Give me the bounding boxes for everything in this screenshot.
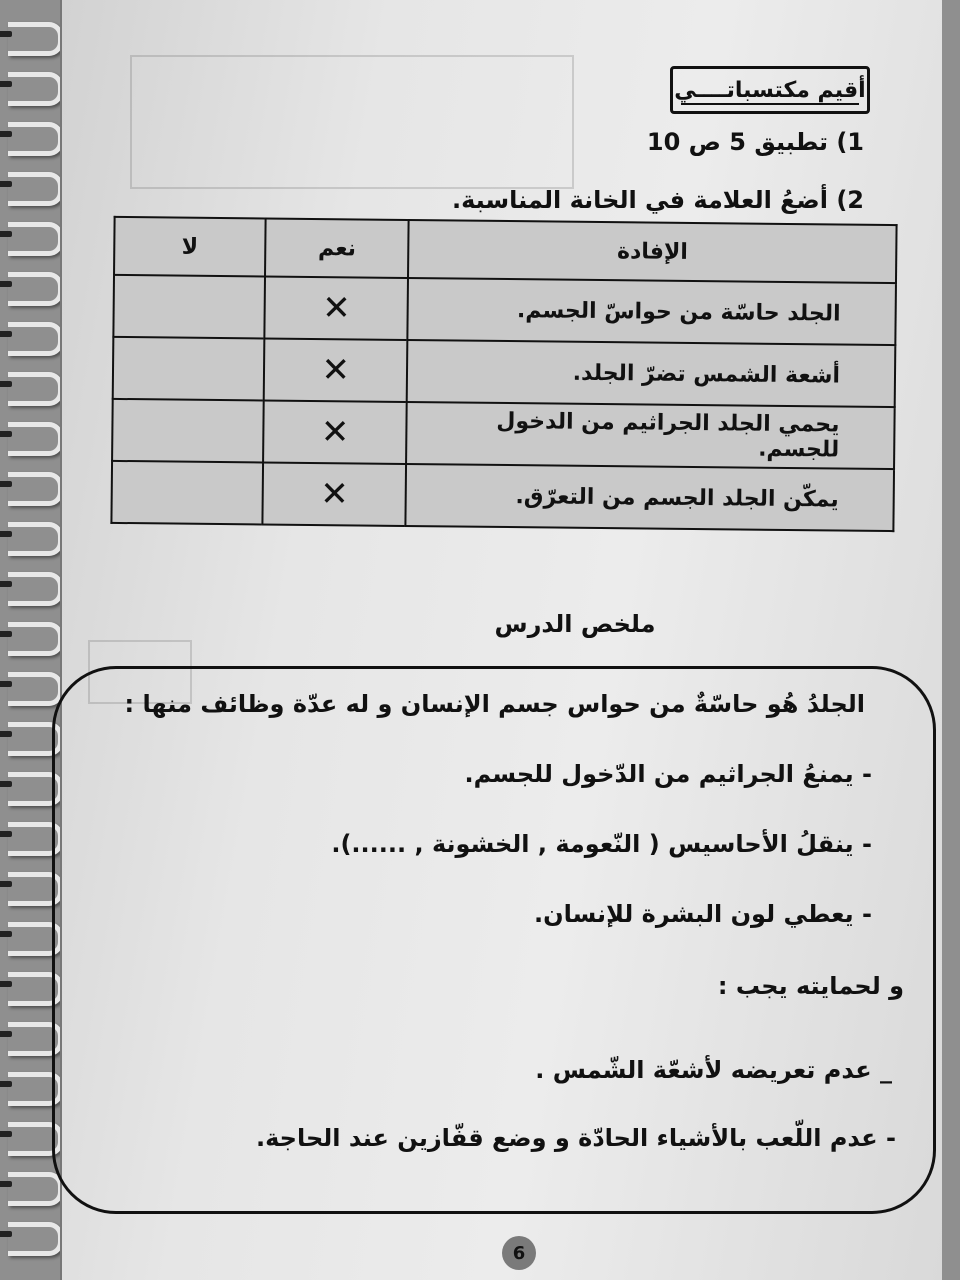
- page-number: 6: [502, 1236, 536, 1270]
- no-mark[interactable]: [113, 275, 265, 339]
- section-title-text: أقيم مكتسباتــــي: [674, 77, 866, 103]
- protection-item: _ عدم تعريضه لأشعّة الشّمس .: [535, 1056, 892, 1084]
- protection-intro: و لحمايته يجب :: [717, 972, 904, 1000]
- row-statement: الجلد حاسّة من حواسّ الجسم.: [408, 278, 896, 345]
- yes-mark[interactable]: ✕: [263, 462, 407, 525]
- table-row: [113, 337, 896, 407]
- table-row: [113, 275, 896, 345]
- exercise-1: 1) تطبيق 5 ص 10: [646, 128, 864, 156]
- function-item: - يعطي لون البشرة للإنسان.: [534, 900, 872, 928]
- function-item: - يمنعُ الجراثيم من الدّخول للجسم.: [464, 760, 872, 788]
- row-statement: أشعة الشمس تضرّ الجلد.: [407, 340, 895, 407]
- no-mark[interactable]: [112, 399, 264, 463]
- row-statement: يحمي الجلد الجراثيم من الدخول للجسم.: [406, 402, 894, 469]
- summary-title: ملخص الدرس: [494, 610, 656, 638]
- header-statement: الإفادة: [408, 220, 896, 283]
- row-statement: يمكّن الجلد الجسم من التعرّق.: [406, 464, 894, 531]
- no-mark[interactable]: [113, 337, 265, 401]
- exercise-2: 2) أضعُ العلامة في الخانة المناسبة.: [452, 186, 864, 214]
- yes-mark[interactable]: ✕: [264, 338, 408, 401]
- summary-intro: الجلدُ هُو حاسّةٌ من حواس جسم الإنسان و له عدّة وظائف منها :: [124, 690, 865, 718]
- header-yes: نعم: [265, 218, 409, 277]
- protection-item: - عدم اللّعب بالأشياء الحادّة و وضع قفّازين عند الحاجة.: [255, 1124, 896, 1152]
- true-false-table: [110, 216, 897, 532]
- header-no: لا: [114, 217, 266, 277]
- table-header-row: [114, 217, 897, 283]
- function-item: - ينقلُ الأحاسيس ( النّعومة , الخشونة , ......).: [331, 830, 872, 858]
- section-title: [670, 66, 870, 114]
- yes-mark[interactable]: ✕: [263, 400, 407, 463]
- show-through-header-box: [130, 55, 574, 189]
- yes-mark[interactable]: ✕: [264, 276, 408, 339]
- table-row: [112, 399, 895, 469]
- table-row: [111, 461, 894, 531]
- no-mark[interactable]: [111, 461, 263, 525]
